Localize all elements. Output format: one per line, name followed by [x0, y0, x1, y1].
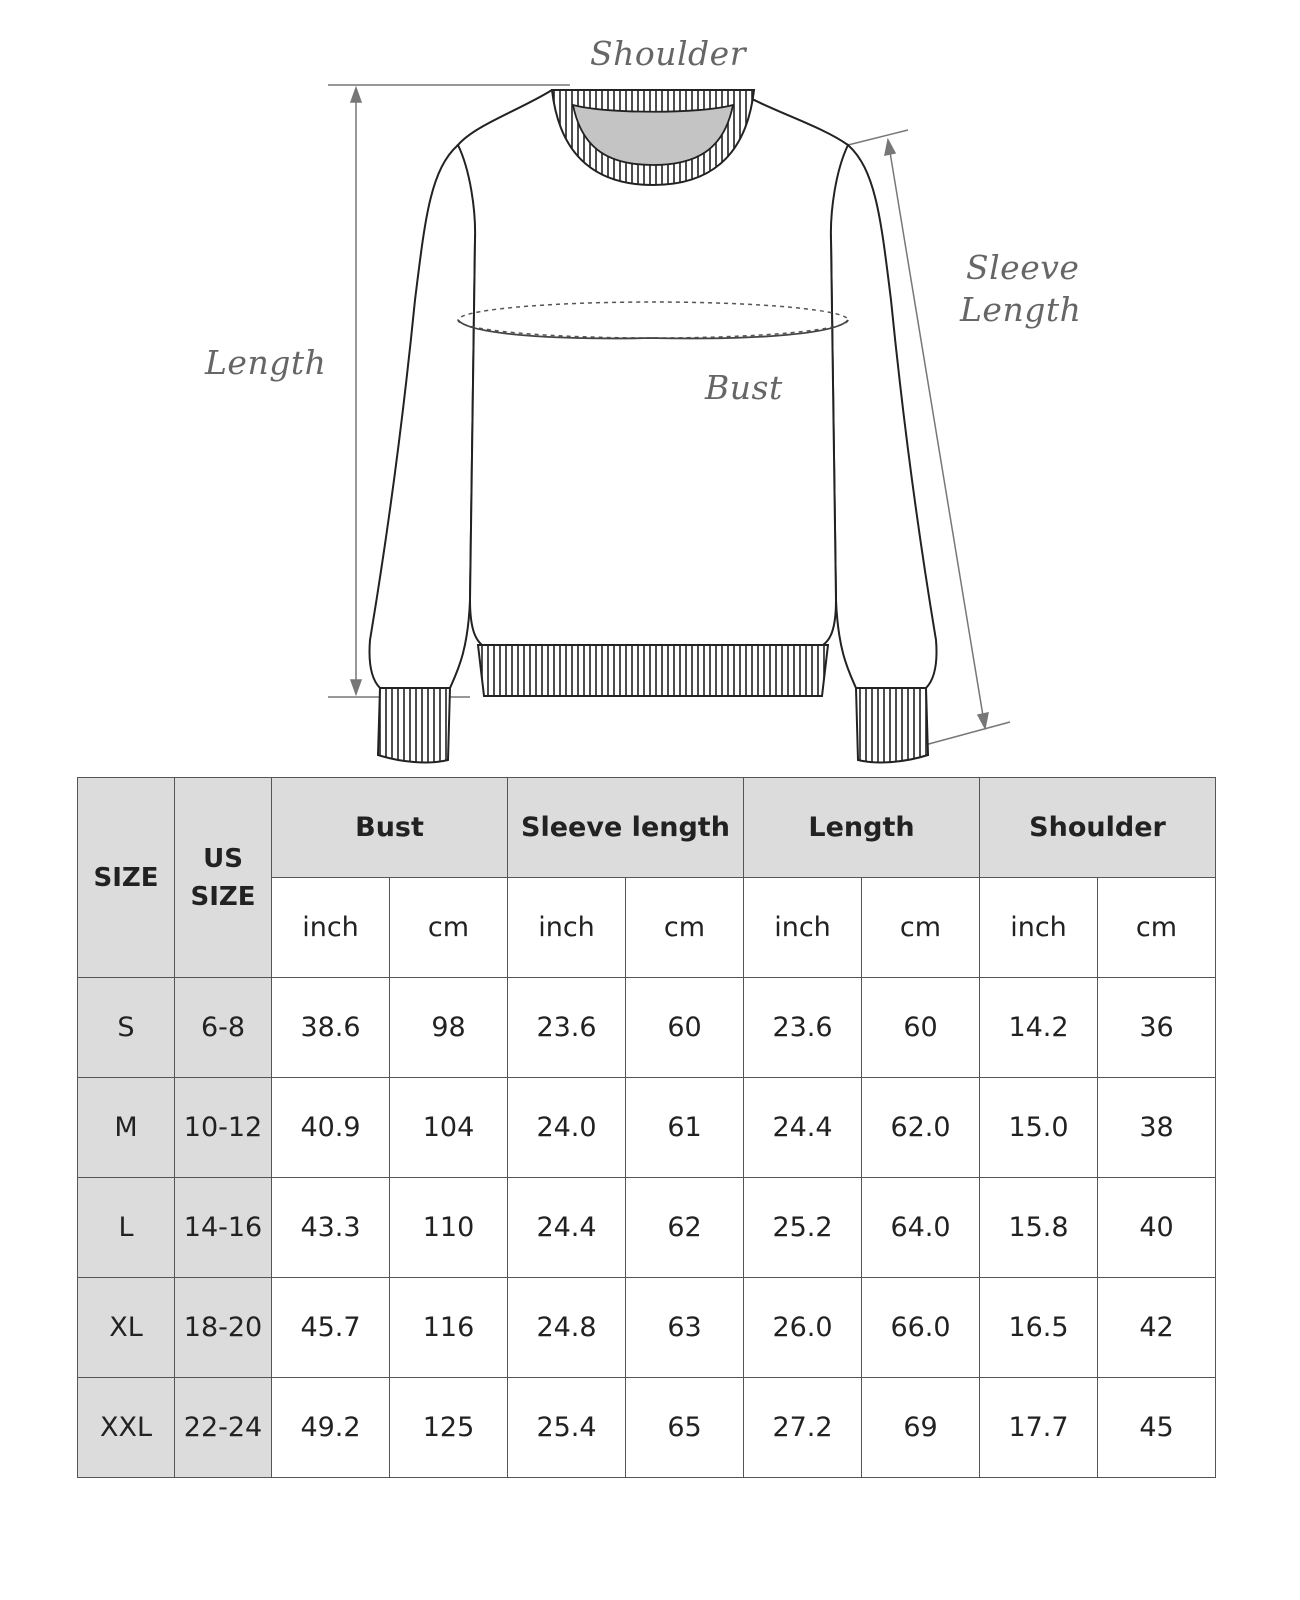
size-chart-table	[77, 777, 1216, 1478]
us-size-header-line1: US	[203, 843, 243, 874]
unit-header: inch	[508, 878, 626, 978]
right-cuff	[856, 688, 928, 762]
measure-cell: 14.2	[980, 978, 1098, 1078]
us-size-header	[175, 778, 272, 978]
measure-cell: 17.7	[980, 1378, 1098, 1478]
measure-cell: 69	[862, 1378, 980, 1478]
measure-cell: 38.6	[272, 978, 390, 1078]
unit-header: inch	[272, 878, 390, 978]
size-table-body	[78, 978, 1216, 1478]
measure-cell: 15.8	[980, 1178, 1098, 1278]
sleeve-length-header: Sleeve length	[508, 778, 744, 878]
measure-cell: 15.0	[980, 1078, 1098, 1178]
unit-header: cm	[626, 878, 744, 978]
measure-cell: 25.2	[744, 1178, 862, 1278]
measure-cell: 27.2	[744, 1378, 862, 1478]
measure-cell: 62	[626, 1178, 744, 1278]
measure-cell: 24.0	[508, 1078, 626, 1178]
hem-rib	[478, 645, 828, 696]
unit-header: cm	[390, 878, 508, 978]
measure-cell: 24.4	[508, 1178, 626, 1278]
size-cell: XXL	[78, 1378, 175, 1478]
measure-cell: 23.6	[508, 978, 626, 1078]
table-row	[78, 1278, 1216, 1378]
us-size-cell: 18-20	[175, 1278, 272, 1378]
measure-cell: 110	[390, 1178, 508, 1278]
measure-cell: 66.0	[862, 1278, 980, 1378]
measure-cell: 61	[626, 1078, 744, 1178]
shoulder-label: Shoulder	[590, 34, 746, 73]
unit-header: cm	[862, 878, 980, 978]
us-size-cell: 14-16	[175, 1178, 272, 1278]
size-cell: L	[78, 1178, 175, 1278]
measure-cell: 116	[390, 1278, 508, 1378]
measure-cell: 60	[626, 978, 744, 1078]
measure-cell: 49.2	[272, 1378, 390, 1478]
table-row	[78, 1378, 1216, 1478]
size-cell: XL	[78, 1278, 175, 1378]
size-cell: S	[78, 978, 175, 1078]
size-header: SIZE	[78, 778, 175, 978]
measure-cell: 43.3	[272, 1178, 390, 1278]
us-size-cell: 22-24	[175, 1378, 272, 1478]
measure-cell: 16.5	[980, 1278, 1098, 1378]
measure-cell: 36	[1098, 978, 1216, 1078]
bust-header: Bust	[272, 778, 508, 878]
sleeve-length-label-line2: Length	[960, 290, 1082, 329]
measure-cell: 98	[390, 978, 508, 1078]
length-label: Length	[205, 343, 327, 382]
sweater-diagram	[0, 0, 1300, 770]
table-row	[78, 1178, 1216, 1278]
unit-header: cm	[1098, 878, 1216, 978]
sleeve-length-label-line1: Sleeve	[966, 248, 1080, 287]
measure-cell: 40.9	[272, 1078, 390, 1178]
measure-cell: 45	[1098, 1378, 1216, 1478]
measure-cell: 125	[390, 1378, 508, 1478]
measure-cell: 65	[626, 1378, 744, 1478]
us-size-header-line2: SIZE	[190, 881, 256, 912]
table-row	[78, 1078, 1216, 1178]
unit-header: inch	[980, 878, 1098, 978]
measure-cell: 23.6	[744, 978, 862, 1078]
length-header: Length	[744, 778, 980, 878]
us-size-cell: 6-8	[175, 978, 272, 1078]
shoulder-header: Shoulder	[980, 778, 1216, 878]
measure-cell: 24.8	[508, 1278, 626, 1378]
measure-cell: 62.0	[862, 1078, 980, 1178]
bust-label: Bust	[705, 368, 783, 407]
measure-cell: 26.0	[744, 1278, 862, 1378]
measure-cell: 38	[1098, 1078, 1216, 1178]
left-cuff	[378, 688, 450, 762]
measure-cell: 104	[390, 1078, 508, 1178]
measure-cell: 45.7	[272, 1278, 390, 1378]
us-size-cell: 10-12	[175, 1078, 272, 1178]
measure-cell: 24.4	[744, 1078, 862, 1178]
measure-cell: 25.4	[508, 1378, 626, 1478]
measure-cell: 64.0	[862, 1178, 980, 1278]
measure-cell: 42	[1098, 1278, 1216, 1378]
measure-cell: 60	[862, 978, 980, 1078]
unit-header: inch	[744, 878, 862, 978]
table-row	[78, 978, 1216, 1078]
measure-cell: 40	[1098, 1178, 1216, 1278]
size-cell: M	[78, 1078, 175, 1178]
measure-cell: 63	[626, 1278, 744, 1378]
